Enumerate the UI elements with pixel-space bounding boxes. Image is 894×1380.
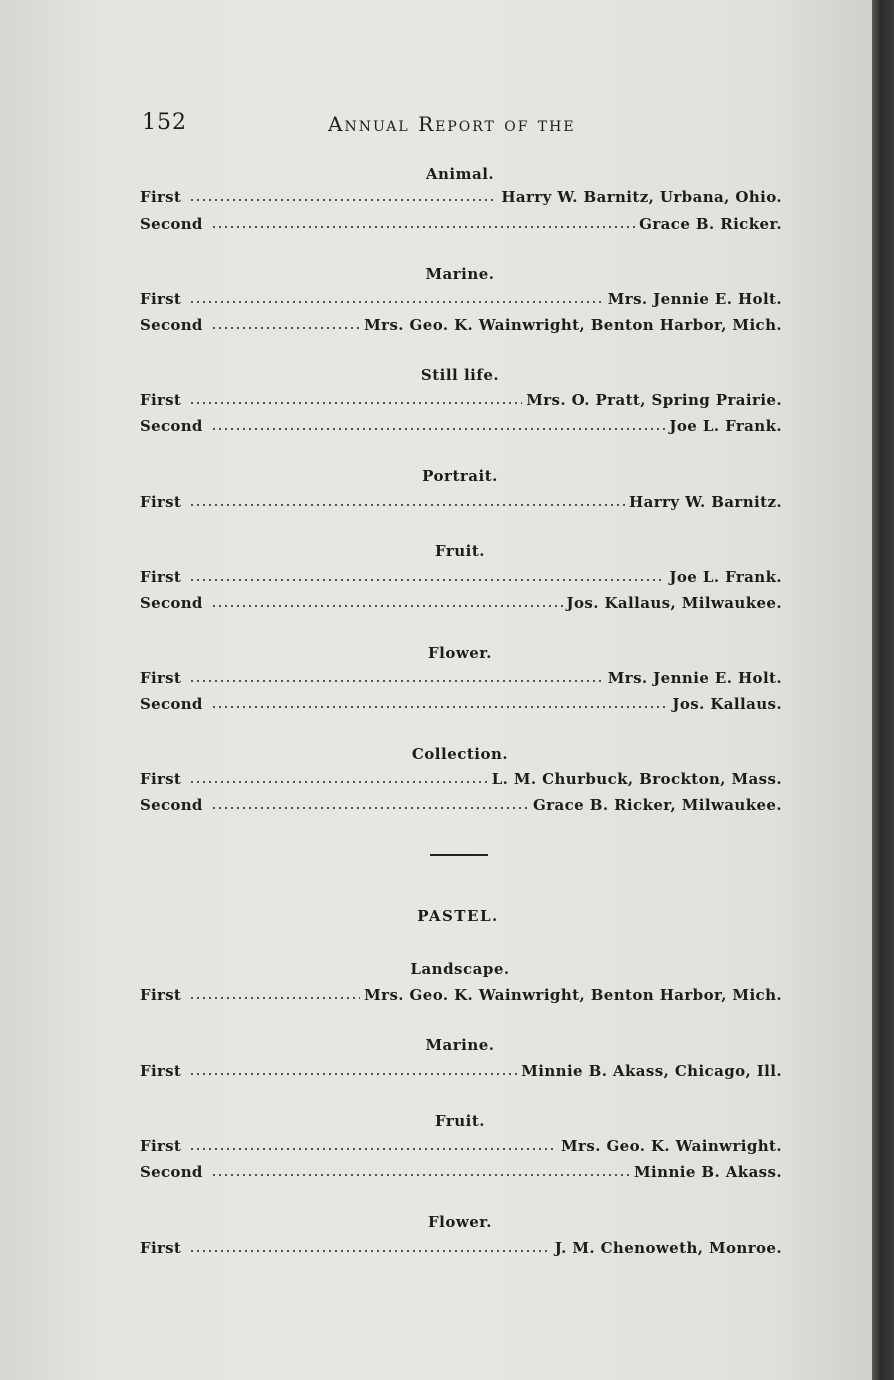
dot-leader (211, 605, 563, 607)
place-label: Second (140, 1163, 203, 1181)
award-entry (140, 413, 782, 435)
place-label: First (140, 290, 182, 308)
dot-leader (189, 199, 497, 201)
winner-name: Mrs. Geo. K. Wainwright. (561, 1137, 782, 1155)
award-entry (140, 286, 782, 308)
section-heading-landscape: Landscape. (410, 960, 510, 978)
award-entry (140, 1133, 782, 1155)
place-label: First (140, 391, 182, 409)
winner-name: L. M. Churbuck, Brockton, Mass. (491, 770, 782, 788)
dot-leader (189, 781, 488, 783)
winner-name: Grace B. Ricker, Milwaukee. (533, 796, 782, 814)
winner-name: Joe L. Frank. (669, 568, 782, 586)
dot-leader (189, 301, 604, 303)
dot-leader (211, 706, 669, 708)
winner-name: Joe L. Frank. (669, 417, 782, 435)
award-entry (140, 982, 782, 1004)
pastel-heading: PASTEL. (417, 907, 499, 925)
dot-leader (211, 226, 635, 228)
place-label: First (140, 770, 182, 788)
running-head (142, 110, 782, 146)
place-label: Second (140, 796, 203, 814)
dot-leader (211, 1174, 630, 1176)
winner-name: J. M. Chenoweth, Monroe. (554, 1239, 782, 1257)
winner-name: Grace B. Ricker. (639, 215, 782, 233)
section-heading-portrait: Portrait. (422, 467, 498, 485)
winner-name: Mrs. Jennie E. Holt. (607, 669, 782, 687)
award-entry (140, 184, 782, 206)
award-entry (140, 1159, 782, 1181)
place-label: Second (140, 594, 203, 612)
section-heading-pastel-marine: Marine. (425, 1036, 495, 1054)
section-heading-still-life: Still life. (420, 366, 500, 384)
award-entry (140, 792, 782, 814)
place-label: Second (140, 215, 203, 233)
place-label: First (140, 1239, 182, 1257)
award-entry (140, 564, 782, 586)
winner-name: Harry W. Barnitz. (629, 493, 782, 511)
section-heading-flower: Flower. (427, 644, 493, 662)
award-entry (140, 665, 782, 687)
dot-leader (189, 1250, 551, 1252)
award-entry (140, 489, 782, 511)
dot-leader (189, 402, 522, 404)
winner-name: Minnie B. Akass, Chicago, Ill. (521, 1062, 782, 1080)
running-title: Annual Report of the (328, 112, 576, 136)
winner-name: Jos. Kallaus. (672, 695, 782, 713)
award-entry (140, 387, 782, 409)
book-spine-edge (872, 0, 894, 1380)
section-heading-fruit: Fruit. (434, 542, 486, 560)
place-label: First (140, 188, 182, 206)
winner-name: Jos. Kallaus, Milwaukee. (566, 594, 782, 612)
award-entry (140, 766, 782, 788)
place-label: Second (140, 695, 203, 713)
section-heading-pastel-flower: Flower. (427, 1213, 493, 1231)
dot-leader (211, 807, 529, 809)
award-entry (140, 590, 782, 612)
place-label: First (140, 493, 182, 511)
place-label: First (140, 1137, 182, 1155)
award-entry (140, 1058, 782, 1080)
dot-leader (211, 428, 666, 430)
place-label: First (140, 568, 182, 586)
page-number: 152 (142, 110, 187, 135)
place-label: Second (140, 316, 203, 334)
winner-name: Mrs. Geo. K. Wainwright, Benton Harbor, Mich. (364, 316, 782, 334)
place-label: Second (140, 417, 203, 435)
place-label: First (140, 1062, 182, 1080)
award-entry (140, 1235, 782, 1257)
dot-leader (189, 504, 625, 506)
award-entry (140, 312, 782, 334)
section-heading-animal: Animal. (425, 165, 495, 183)
place-label: First (140, 669, 182, 687)
section-heading-marine: Marine. (425, 265, 495, 283)
section-divider-rule (430, 854, 488, 856)
award-entry (140, 211, 782, 233)
winner-name: Mrs. O. Pratt, Spring Prairie. (526, 391, 782, 409)
place-label: First (140, 986, 182, 1004)
dot-leader (189, 1148, 557, 1150)
winner-name: Minnie B. Akass. (634, 1163, 782, 1181)
dot-leader (189, 579, 665, 581)
winner-name: Harry W. Barnitz, Urbana, Ohio. (501, 188, 782, 206)
award-entry (140, 691, 782, 713)
winner-name: Mrs. Jennie E. Holt. (607, 290, 782, 308)
dot-leader (211, 327, 360, 329)
dot-leader (189, 680, 604, 682)
dot-leader (189, 1073, 517, 1075)
section-heading-pastel-fruit: Fruit. (434, 1112, 486, 1130)
section-heading-collection: Collection. (411, 745, 509, 763)
winner-name: Mrs. Geo. K. Wainwright, Benton Harbor, Mich. (364, 986, 782, 1004)
dot-leader (189, 997, 360, 999)
